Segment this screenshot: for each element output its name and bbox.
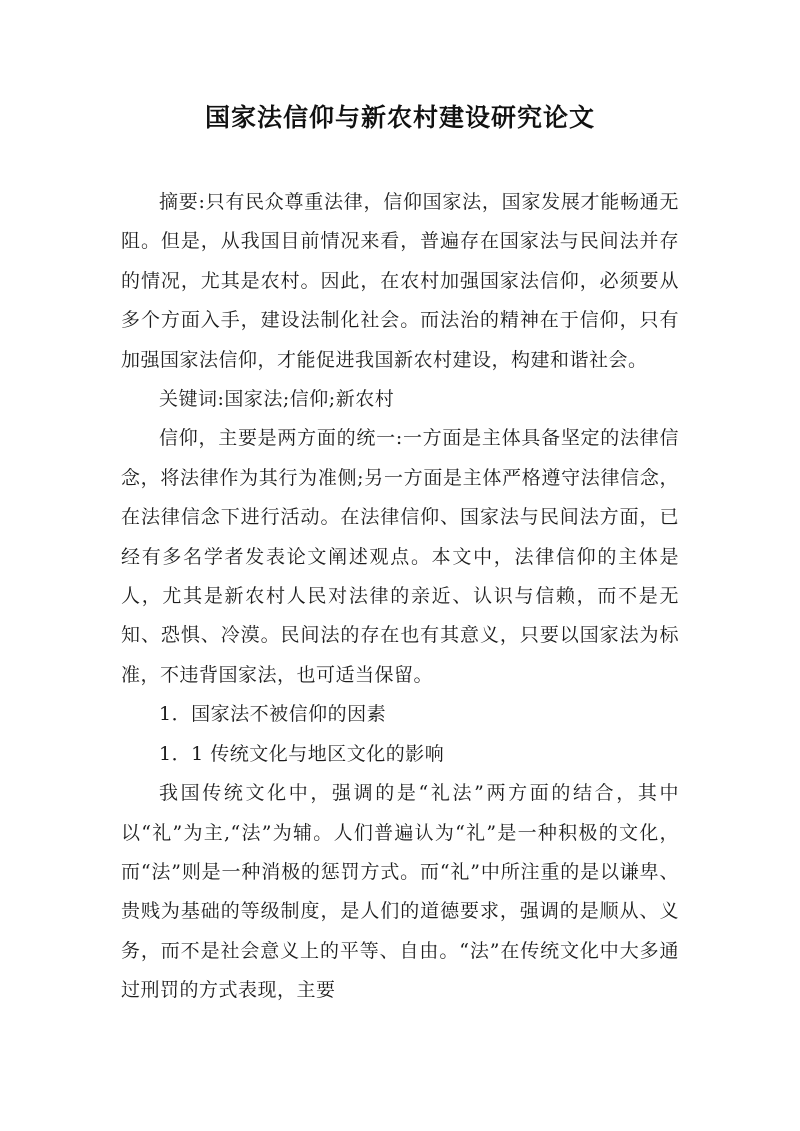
abstract-paragraph: 摘要:只有民众尊重法律，信仰国家法，国家发展才能畅通无阻。但是，从我国目前情况来看，普遍存在国家法与民间法并存的情况，尤其是农村。因此，在农村加强国家法信仰，必须要从多个方面入手，建设法制化社会。而法治的精神在于信仰，只有加强国家法信仰，才能促进我国新农村建设，构建和谐社会。 [121, 191, 679, 371]
section-heading-1-1: 1．1 传统文化与地区文化的影响 [159, 742, 445, 765]
document-body [121, 183, 679, 1011]
intro-paragraph: 信仰，主要是两方面的统一:一方面是主体具备坚定的法律信念，将法律作为其行为准侧;另一方面是主体严格遵守法律信念，在法律信念下进行活动。在法律信仰、国家法与民间法方面，已经有多名学者发表论文阐述观点。本文中，法律信仰的主体是人，尤其是新农村人民对法律的亲近、认识与信赖，而不是无知、恐惧、冷漠。民间法的存在也有其意义，只要以国家法为标准，不违背国家法，也可适当保留。 [121, 427, 679, 686]
section-heading-1: 1．国家法不被信仰的因素 [159, 703, 387, 726]
body-paragraph: 我国传统文化中，强调的是“礼法”两方面的结合，其中以“礼”为主,“法”为辅。人们普遍认为“礼”是一种积极的文化，而“法”则是一种消极的惩罚方式。而“礼”中所注重的是以谦卑、贵贱为基础的等级制度，是人们的道德要求，强调的是顺从、义务，而不是社会意义上的平等、自由。“法”在传统文化中大多通过刑罚的方式表现，主要 [121, 782, 679, 1002]
keywords-paragraph: 关键词:国家法;信仰;新农村 [159, 388, 395, 411]
document-title: 国家法信仰与新农村建设研究论文 [204, 103, 595, 132]
